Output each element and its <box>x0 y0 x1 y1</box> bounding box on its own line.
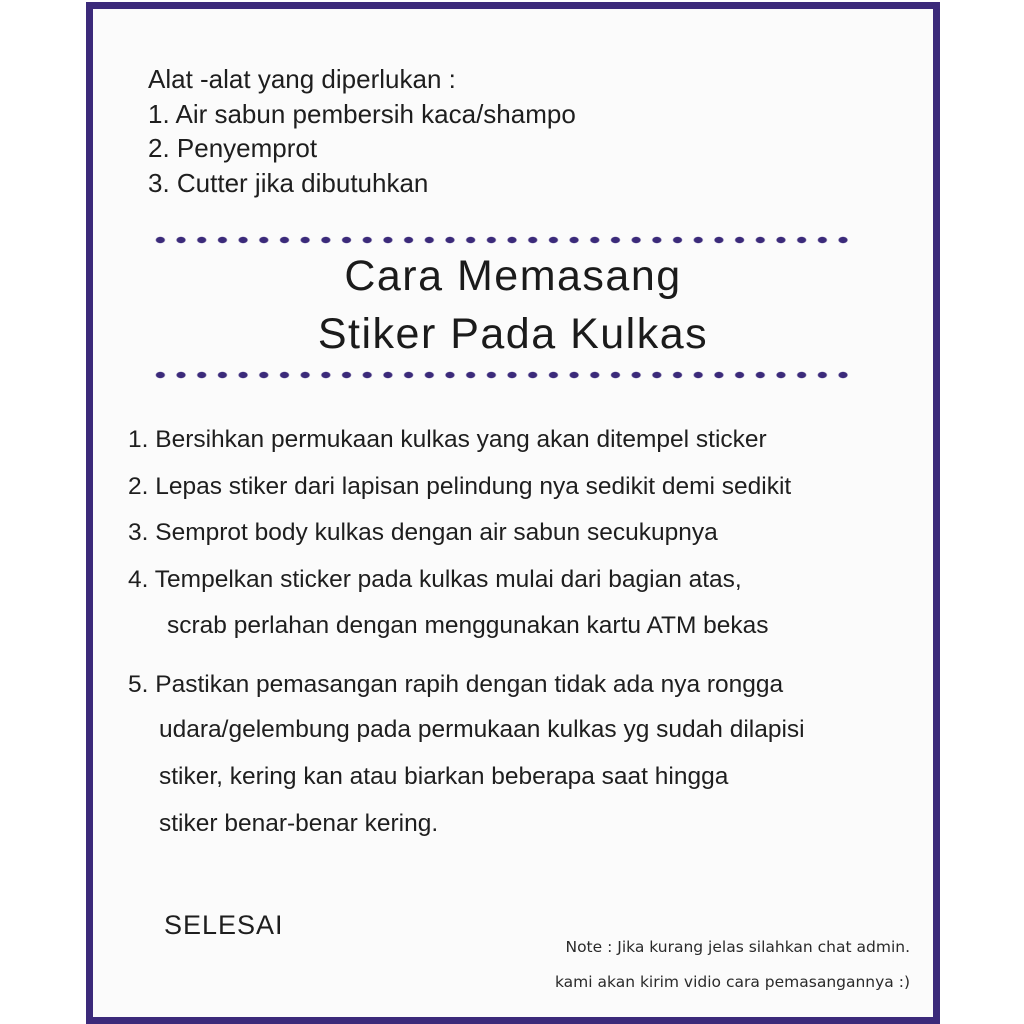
dotted-divider-top <box>150 236 850 244</box>
tool-item: 1. Air sabun pembersih kaca/shampo <box>148 98 576 129</box>
tools-list <box>148 62 576 200</box>
step-4-line-1: 4. Tempelkan sticker pada kulkas mulai dari bagian atas, <box>128 566 742 593</box>
title-line-2: Stiker Pada Kulkas <box>317 310 709 358</box>
step-5-line-2: udara/gelembung pada permukaan kulkas yg sudah dilapisi <box>159 716 805 743</box>
note-line-1: Note : Jika kurang jelas silahkan chat admin. <box>565 938 910 956</box>
done-label: SELESAI <box>164 910 284 940</box>
tool-item: 3. Cutter jika dibutuhkan <box>148 167 429 198</box>
admin-note <box>555 930 910 1000</box>
step-3: 3. Semprot body kulkas dengan air sabun secukupnya <box>128 519 718 546</box>
step-2: 2. Lepas stiker dari lapisan pelindung nya sedikit demi sedikit <box>128 473 792 500</box>
step-5-line-3: stiker, kering kan atau biarkan beberapa saat hingga <box>159 763 729 790</box>
step-5-line-1: 5. Pastikan pemasangan rapih dengan tidak ada nya rongga <box>128 671 784 698</box>
step-5-line-4: stiker benar-benar kering. <box>159 810 439 837</box>
dotted-divider-bottom <box>150 371 850 379</box>
page-title <box>150 247 876 363</box>
step-4-line-2: scrab perlahan dengan menggunakan kartu ATM bekas <box>167 612 769 639</box>
step-1: 1. Bersihkan permukaan kulkas yang akan ditempel sticker <box>128 426 767 453</box>
tool-item: 2. Penyemprot <box>148 133 318 163</box>
tools-heading: Alat -alat yang diperlukan : <box>148 64 456 94</box>
title-line-1: Cara Memasang <box>344 252 682 300</box>
note-line-2: kami akan kirim vidio cara pemasangannya :) <box>554 973 910 991</box>
